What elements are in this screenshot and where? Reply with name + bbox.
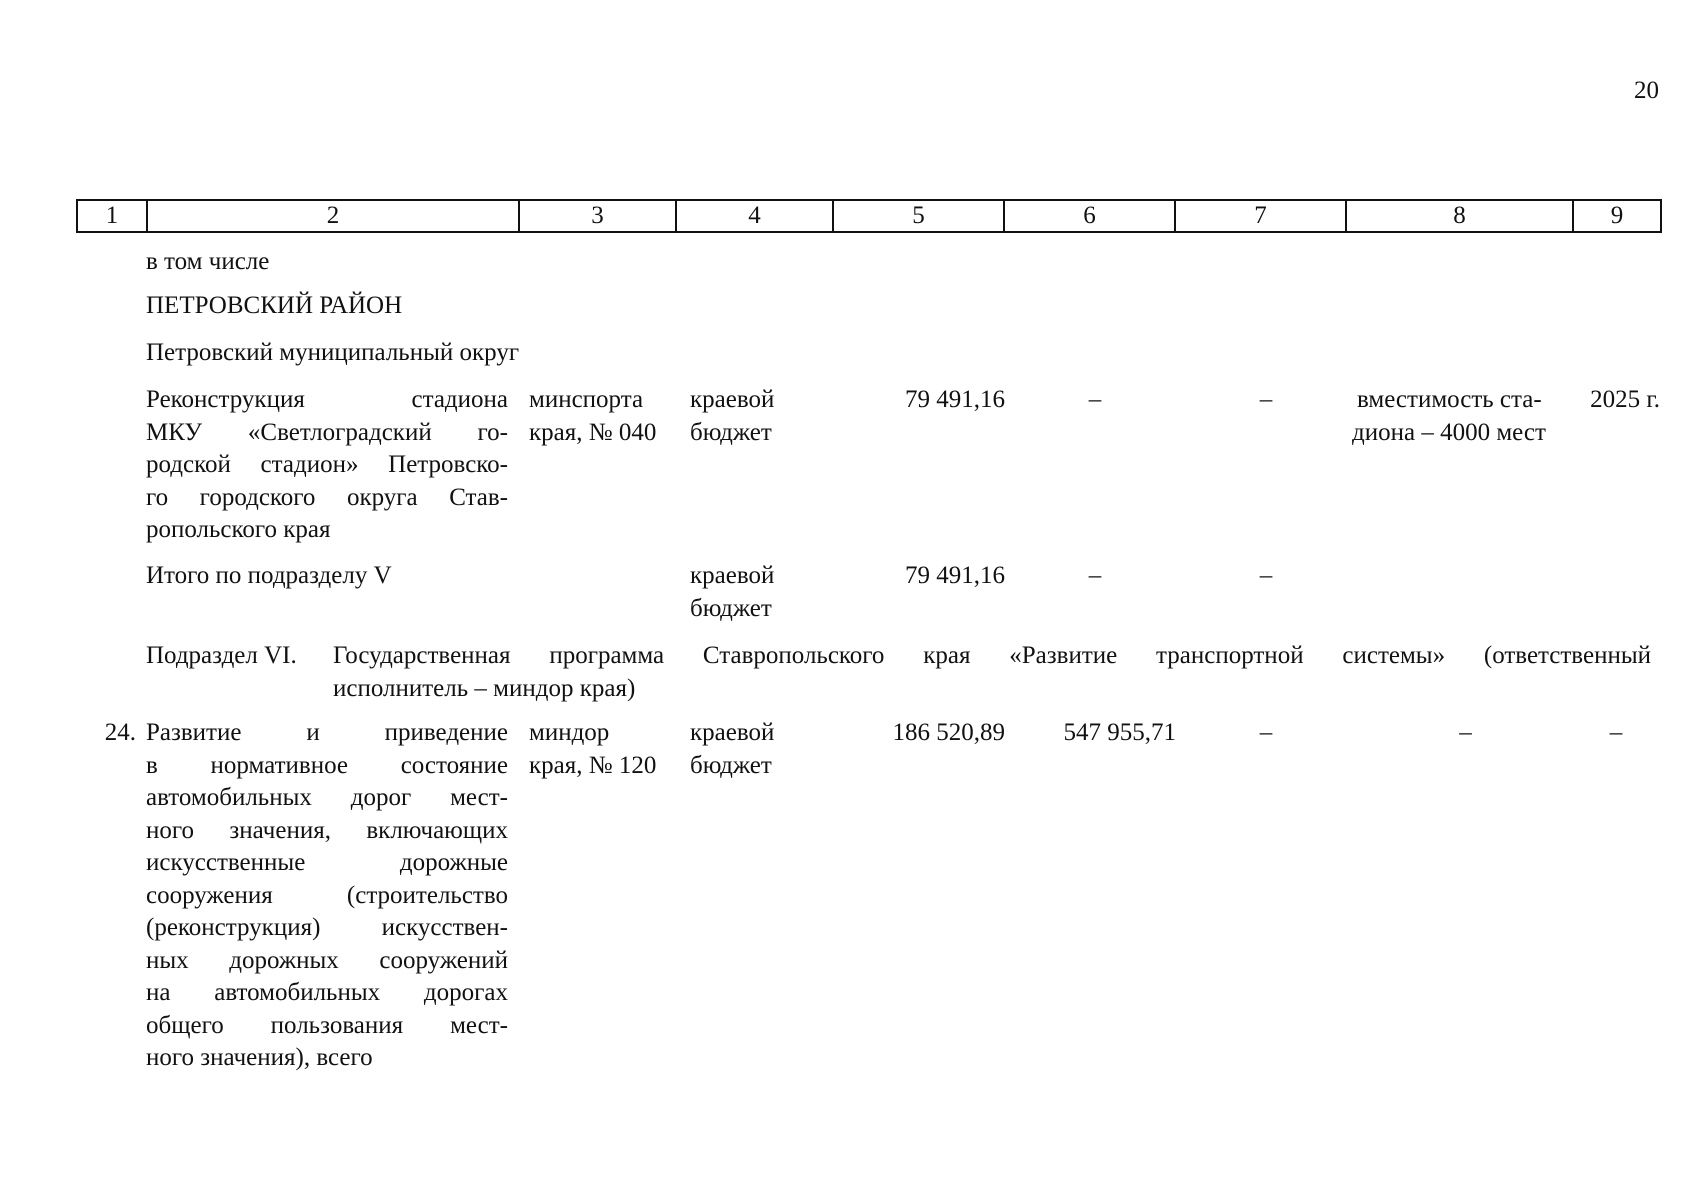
source-line: краевой bbox=[690, 562, 775, 589]
stadium-row-col6: – bbox=[1088, 386, 1102, 413]
stadium-row-source bbox=[690, 384, 840, 449]
row-24-name-line: автомобильных дорог мест- bbox=[146, 784, 508, 811]
row-24-name-line: на автомобильных дорогах bbox=[146, 979, 508, 1006]
row-24-name-line: (реконструкция) искусствен- bbox=[146, 914, 508, 941]
stadium-row-result bbox=[1352, 384, 1582, 449]
stadium-row-col7: – bbox=[1259, 386, 1273, 413]
row-24-name-line: в нормативное состояние bbox=[146, 751, 508, 779]
row-24-name-line: Развитие и приведение bbox=[146, 719, 508, 746]
subsection-title-line: исполнитель – миндор края) bbox=[333, 674, 636, 702]
total-row-col7: – bbox=[1259, 562, 1273, 589]
subsection-title-line: Государственная программа Ставропольского края «Развитие транспортной системы» (ответственный bbox=[333, 642, 1651, 669]
executor-line: минспорта bbox=[529, 386, 644, 413]
source-line: краевой bbox=[690, 386, 775, 413]
page-number: 20 bbox=[1634, 77, 1659, 104]
subsection-title bbox=[333, 640, 1651, 705]
row-24-name-line: ных дорожных сооружений bbox=[146, 946, 508, 974]
source-line: бюджет bbox=[690, 751, 772, 779]
total-row-col6: – bbox=[1088, 562, 1102, 589]
row-24-col7: – bbox=[1259, 719, 1273, 746]
row-24-name bbox=[146, 717, 508, 1075]
stadium-name-line: го городского округа Став- bbox=[146, 483, 508, 511]
total-row-col5: 79 491,16 bbox=[905, 562, 1005, 589]
column-number-8: 8 bbox=[1346, 200, 1573, 232]
row-24-source bbox=[690, 717, 840, 782]
column-number-5: 5 bbox=[833, 200, 1004, 232]
result-line: вместимость ста- bbox=[1357, 386, 1542, 413]
row-24-col8: – bbox=[1459, 719, 1472, 746]
column-number-header bbox=[76, 199, 1662, 233]
row-24-number: 24. bbox=[104, 719, 136, 746]
source-line: краевой bbox=[690, 719, 775, 746]
row-24-col6: 547 955,71 bbox=[1063, 719, 1176, 746]
row-24-name-line: ного значения), всего bbox=[146, 1044, 373, 1071]
stadium-row-executor bbox=[529, 384, 679, 449]
column-number-1: 1 bbox=[77, 200, 147, 232]
executor-line: края, № 040 bbox=[529, 418, 657, 446]
subsection-prefix: Подраздел VI. bbox=[146, 642, 297, 669]
stadium-name-line: ропольского края bbox=[146, 516, 331, 543]
row-24-executor bbox=[529, 717, 679, 782]
total-row-name: Итого по подразделу V bbox=[146, 562, 392, 589]
result-line: диона – 4000 мест bbox=[1352, 418, 1546, 446]
source-line: бюджет bbox=[690, 594, 772, 622]
row-24-name-line: ного значения, включающих bbox=[146, 816, 508, 844]
source-line: бюджет bbox=[690, 418, 772, 446]
district-heading: ПЕТРОВСКИЙ РАЙОН bbox=[146, 292, 403, 319]
stadium-row-col5: 79 491,16 bbox=[905, 386, 1005, 413]
column-number-9: 9 bbox=[1573, 200, 1661, 232]
column-number-2: 2 bbox=[147, 200, 519, 232]
column-number-6: 6 bbox=[1004, 200, 1175, 232]
stadium-name-line: родской стадион» Петровско- bbox=[146, 451, 508, 478]
stadium-name-line: Реконструкция стадиона bbox=[146, 386, 508, 413]
okrug-heading: Петровский муниципальный округ bbox=[146, 339, 520, 366]
stadium-row-year: 2025 г. bbox=[1590, 386, 1660, 413]
column-number-4: 4 bbox=[676, 200, 833, 232]
row-24-col9: – bbox=[1609, 719, 1623, 746]
executor-line: миндор bbox=[529, 719, 610, 746]
column-number-7: 7 bbox=[1175, 200, 1346, 232]
executor-line: края, № 120 bbox=[529, 751, 657, 779]
column-number-3: 3 bbox=[519, 200, 676, 232]
row-24-name-line: искусственные дорожные bbox=[146, 849, 508, 876]
stadium-name-line: МКУ «Светлоградский го- bbox=[146, 418, 508, 446]
row-24-col5: 186 520,89 bbox=[892, 719, 1005, 746]
including-label: в том числе bbox=[146, 248, 270, 275]
row-24-name-line: сооружения (строительство bbox=[146, 881, 508, 909]
total-row-source bbox=[690, 560, 840, 625]
stadium-row-name bbox=[146, 384, 508, 547]
row-24-name-line: общего пользования мест- bbox=[146, 1011, 508, 1039]
